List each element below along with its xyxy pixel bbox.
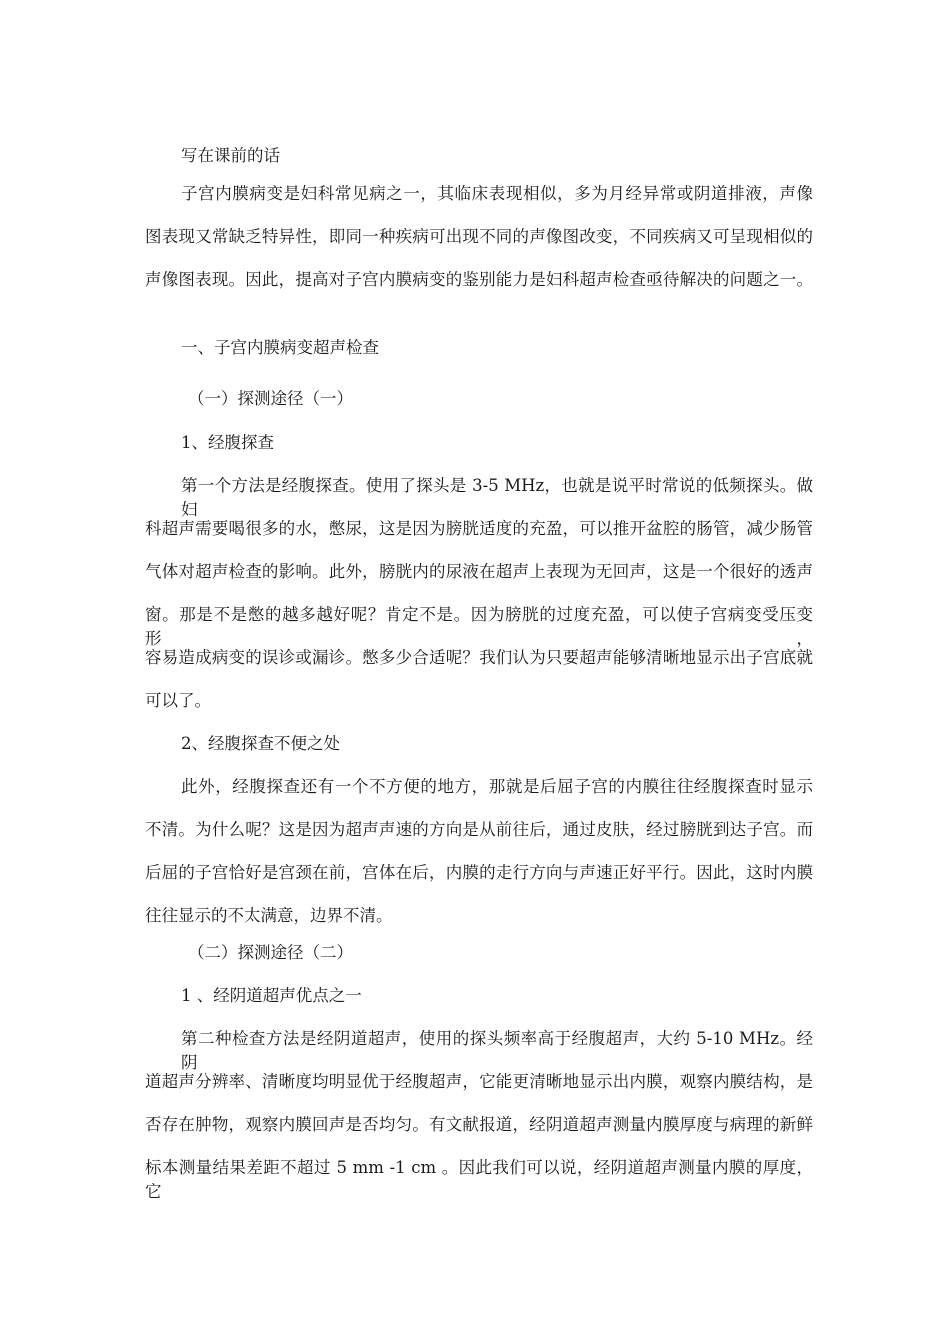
item2-heading: 2、经腹探查不便之处 (181, 734, 340, 753)
item2-line-4: 往往显示的不太满意，边界不清。 (145, 906, 393, 925)
item1-line-1: 第一个方法是经腹探查。使用了探头是 3-5 MHz，也就是说平时常说的低频探头。做妇 (181, 476, 813, 519)
sub2-heading: （二）探测途径（二） (188, 943, 353, 962)
item1-line-6: 可以了。 (145, 691, 211, 710)
item3-heading: 1 、经阴道超声优点之一 (181, 986, 362, 1005)
intro-line-2: 图表现又常缺乏特异性，即同一种疾病可出现不同的声像图改变，不同疾病又可呈现相似的 (145, 227, 813, 246)
item1-line-2: 科超声需要喝很多的水，憋尿，这是因为膀胱适度的充盈，可以推开盆腔的肠管，减少肠管 (145, 519, 813, 538)
sub1-heading: （一）探测途径（一） (188, 389, 353, 408)
item2-line-2: 不清。为什么呢？这是因为超声声速的方向是从前往后，通过皮肤，经过膀胱到达子宫。而 (145, 820, 813, 839)
item1-line-4: 窗。那是不是憋的越多越好呢？肯定不是。因为膀胱的过度充盈，可以使子宫病变受压变形， (145, 605, 813, 648)
item2-line-3: 后屈的子宫恰好是宫颈在前，宫体在后，内膜的走行方向与声速正好平行。因此，这时内膜 (145, 863, 813, 882)
item1-heading: 1、经腹探查 (181, 433, 274, 452)
section1-heading: 一、子宫内膜病变超声检查 (181, 338, 379, 357)
item3-line-3: 否存在肿物，观察内膜回声是否均匀。有文献报道，经阴道超声测量内膜厚度与病理的新鲜 (145, 1115, 813, 1134)
item3-line-1: 第二种检查方法是经阴道超声，使用的探头频率高于经腹超声，大约 5-10 MHz。经阴 (181, 1029, 813, 1072)
item1-line-5: 容易造成病变的误诊或漏诊。憋多少合适呢？我们认为只要超声能够清晰地显示出子宫底就 (145, 648, 813, 667)
intro-line-1: 子宫内膜病变是妇科常见病之一，其临床表现相似，多为月经异常或阴道排液，声像 (181, 184, 813, 203)
item3-line-4: 标本测量结果差距不超过 5 mm -1 cm 。因此我们可以说，经阴道超声测量内膜的厚度，它 (145, 1158, 813, 1201)
item1-line-3: 气体对超声检查的影响。此外，膀胱内的尿液在超声上表现为无回声，这是一个很好的透声 (145, 562, 813, 581)
item2-line-1: 此外，经腹探查还有一个不方便的地方，那就是后屈子宫的内膜往往经腹探查时显示 (181, 777, 813, 796)
item3-line-2: 道超声分辨率、清晰度均明显优于经腹超声，它能更清晰地显示出内膜，观察内膜结构，是 (145, 1072, 813, 1091)
intro-line-3: 声像图表现。因此，提高对子宫内膜病变的鉴别能力是妇科超声检查亟待解决的问题之一。 (145, 270, 813, 289)
intro-heading: 写在课前的话 (181, 146, 280, 165)
